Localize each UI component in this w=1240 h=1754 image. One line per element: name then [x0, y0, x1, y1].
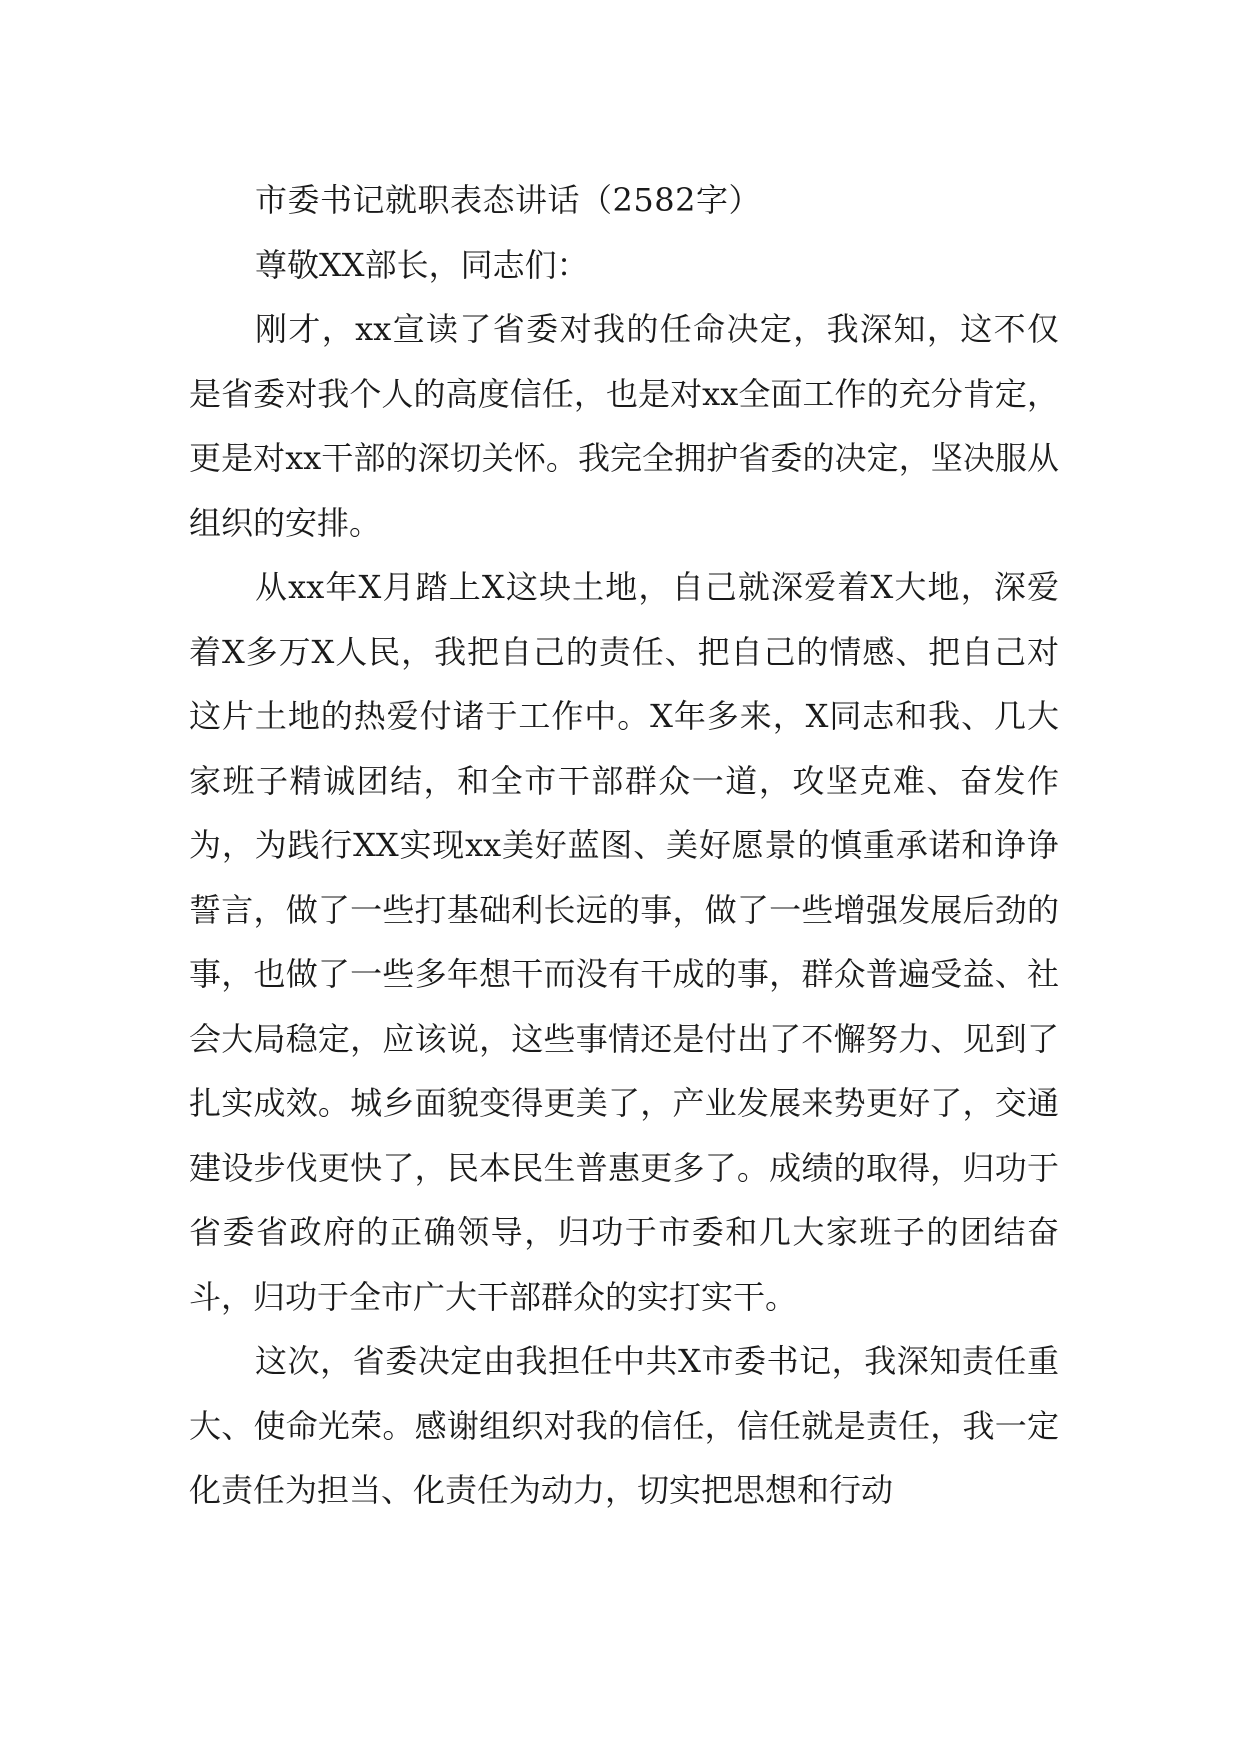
paragraph-appointment: 刚才，xx宣读了省委对我的任命决定，我深知，这不仅是省委对我个人的高度信任，也是对xx全面工作的充分肯定，更是对xx干部的深切关怀。我完全拥护省委的决定，坚决服从组织的安排。	[189, 310, 1059, 542]
paragraph-commitment: 这次，省委决定由我担任中共X市委书记，我深知责任重大、使命光荣。感谢组织对我的信任，信任就是责任，我一定化责任为担当、化责任为动力，切实把思想和行动	[189, 1342, 1059, 1509]
paragraph-achievements: 从xx年X月踏上X这块土地，自己就深爱着X大地，深爱着X多万X人民，我把自己的责任、把自己的情感、把自己对这片土地的热爱付诸于工作中。X年多来，X同志和我、几大家班子精诚团结，和全市干部群众一道，攻坚克难、奋发作为，为践行XX实现xx美好蓝图、美好愿景的慎重承诺和诤诤誓言，做了一些打基础利长远的事，做了一些增强发展后劲的事，也做了一些多年想干而没有干成的事，群众普遍受益、社会大局稳定，应该说，这些事情还是付出了不懈努力、见到了扎实成效。城乡面貌变得更美了，产业发展来势更好了，交通建设步伐更快了，民本民生普惠更多了。成绩的取得，归功于省委省政府的正确领导，归功于市委和几大家班子的团结奋斗，归功于全市广大干部群众的实打实干。	[189, 568, 1059, 1316]
document-title: 市委书记就职表态讲话（2582字）	[255, 181, 761, 219]
document-body	[189, 168, 1059, 1523]
salutation: 尊敬XX部长，同志们：	[255, 245, 589, 284]
